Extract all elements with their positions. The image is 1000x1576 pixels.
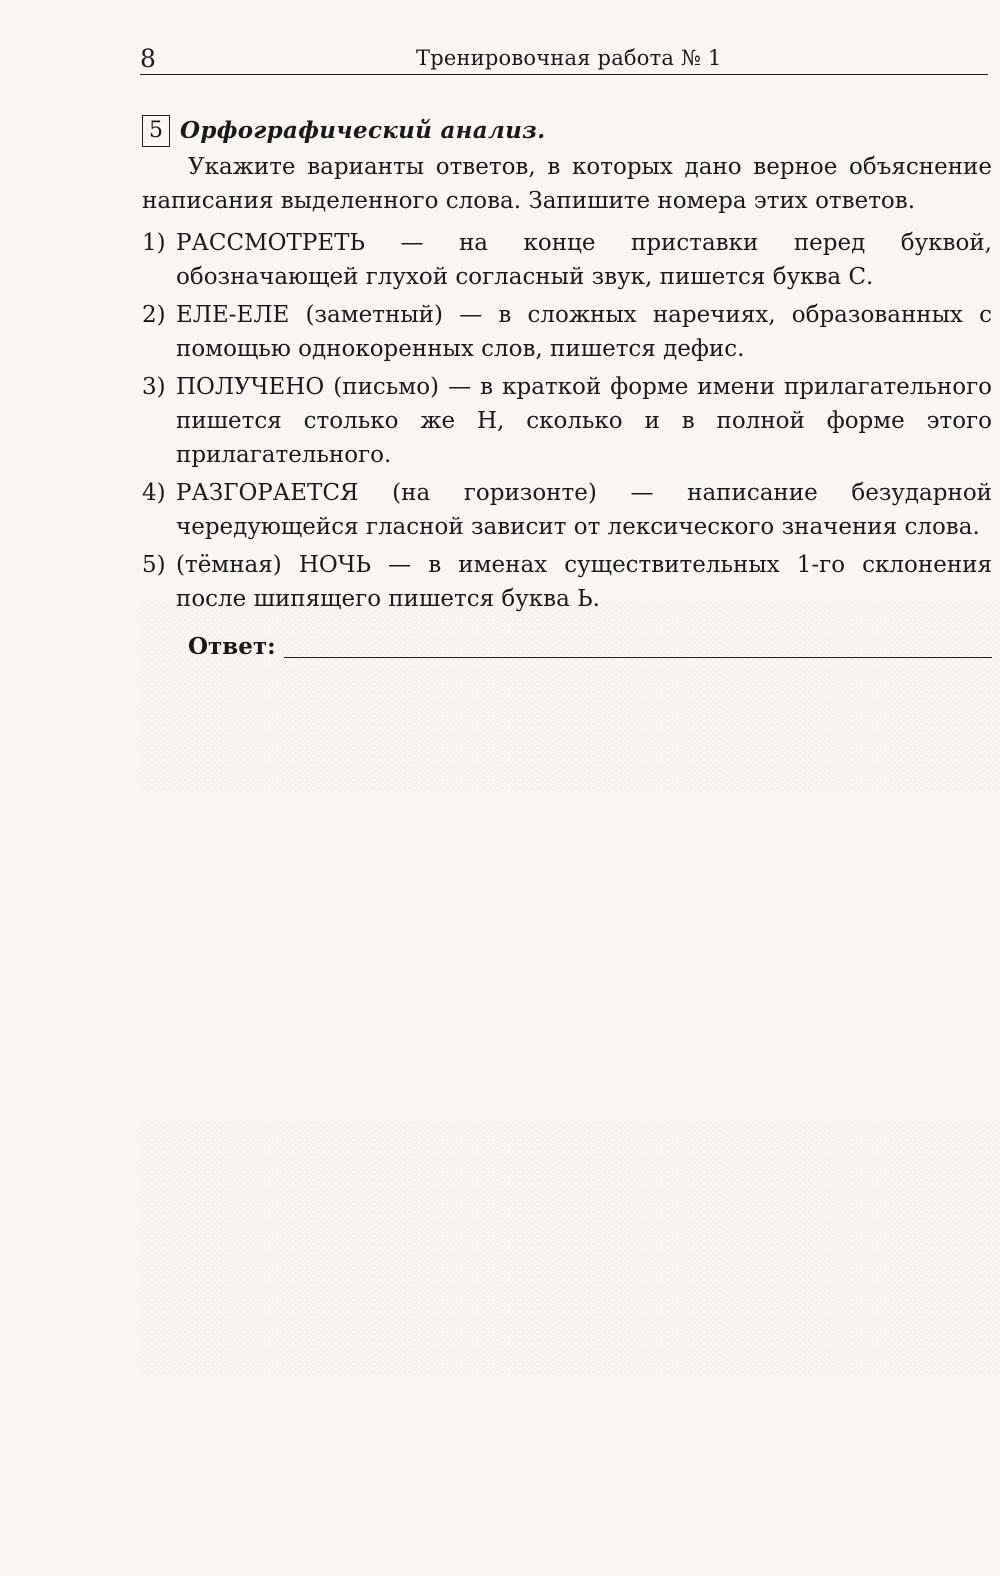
running-title: Тренировочная работа № 1 <box>416 46 722 70</box>
option-number: 2) <box>142 302 166 328</box>
task-title: Орфографический анализ. <box>180 117 546 144</box>
answer-options <box>142 226 992 616</box>
option-1 <box>142 226 992 294</box>
answer-label: Ответ: <box>188 633 276 660</box>
page-header <box>140 40 988 75</box>
option-3 <box>142 370 992 472</box>
page-number: 8 <box>140 44 156 73</box>
option-text: ЕЛЕ-ЕЛЕ (заметный) — в сложных наречиях, образованных с помощью однокоренных слов, пишется дефис. <box>176 302 992 362</box>
option-number: 5) <box>142 552 166 578</box>
option-text: РАССМОТРЕТЬ — на конце приставки перед буквой, обозначающей глухой согласный звук, пишется буква С. <box>176 230 992 290</box>
option-text: ПОЛУЧЕНО (письмо) — в краткой форме имени прилагательного пишется столько же Н, сколько и в полной форме этого прилагательного. <box>176 374 992 468</box>
option-number: 4) <box>142 480 166 506</box>
option-text: РАЗГОРАЕТСЯ (на горизонте) — написание безударной чередующейся гласной зависит от лексического значения слова. <box>176 480 992 540</box>
option-4 <box>142 476 992 544</box>
option-number: 1) <box>142 230 166 256</box>
bleed-through-lower <box>140 1120 1000 1376</box>
option-5 <box>142 548 992 616</box>
option-2 <box>142 298 992 366</box>
task-number-box: 5 <box>142 115 170 147</box>
task-5 <box>142 114 992 664</box>
answer-line[interactable] <box>284 633 992 658</box>
task-instruction: Укажите варианты ответов, в которых дано верное объяснение написания выделенного слова. Запишите номера этих ответов. <box>142 154 992 214</box>
answer-row <box>142 630 992 664</box>
task-heading <box>142 114 992 148</box>
option-number: 3) <box>142 374 166 400</box>
option-text: (тёмная) НОЧЬ — в именах существительных 1-го склонения после шипящего пишется буква Ь. <box>176 552 992 612</box>
